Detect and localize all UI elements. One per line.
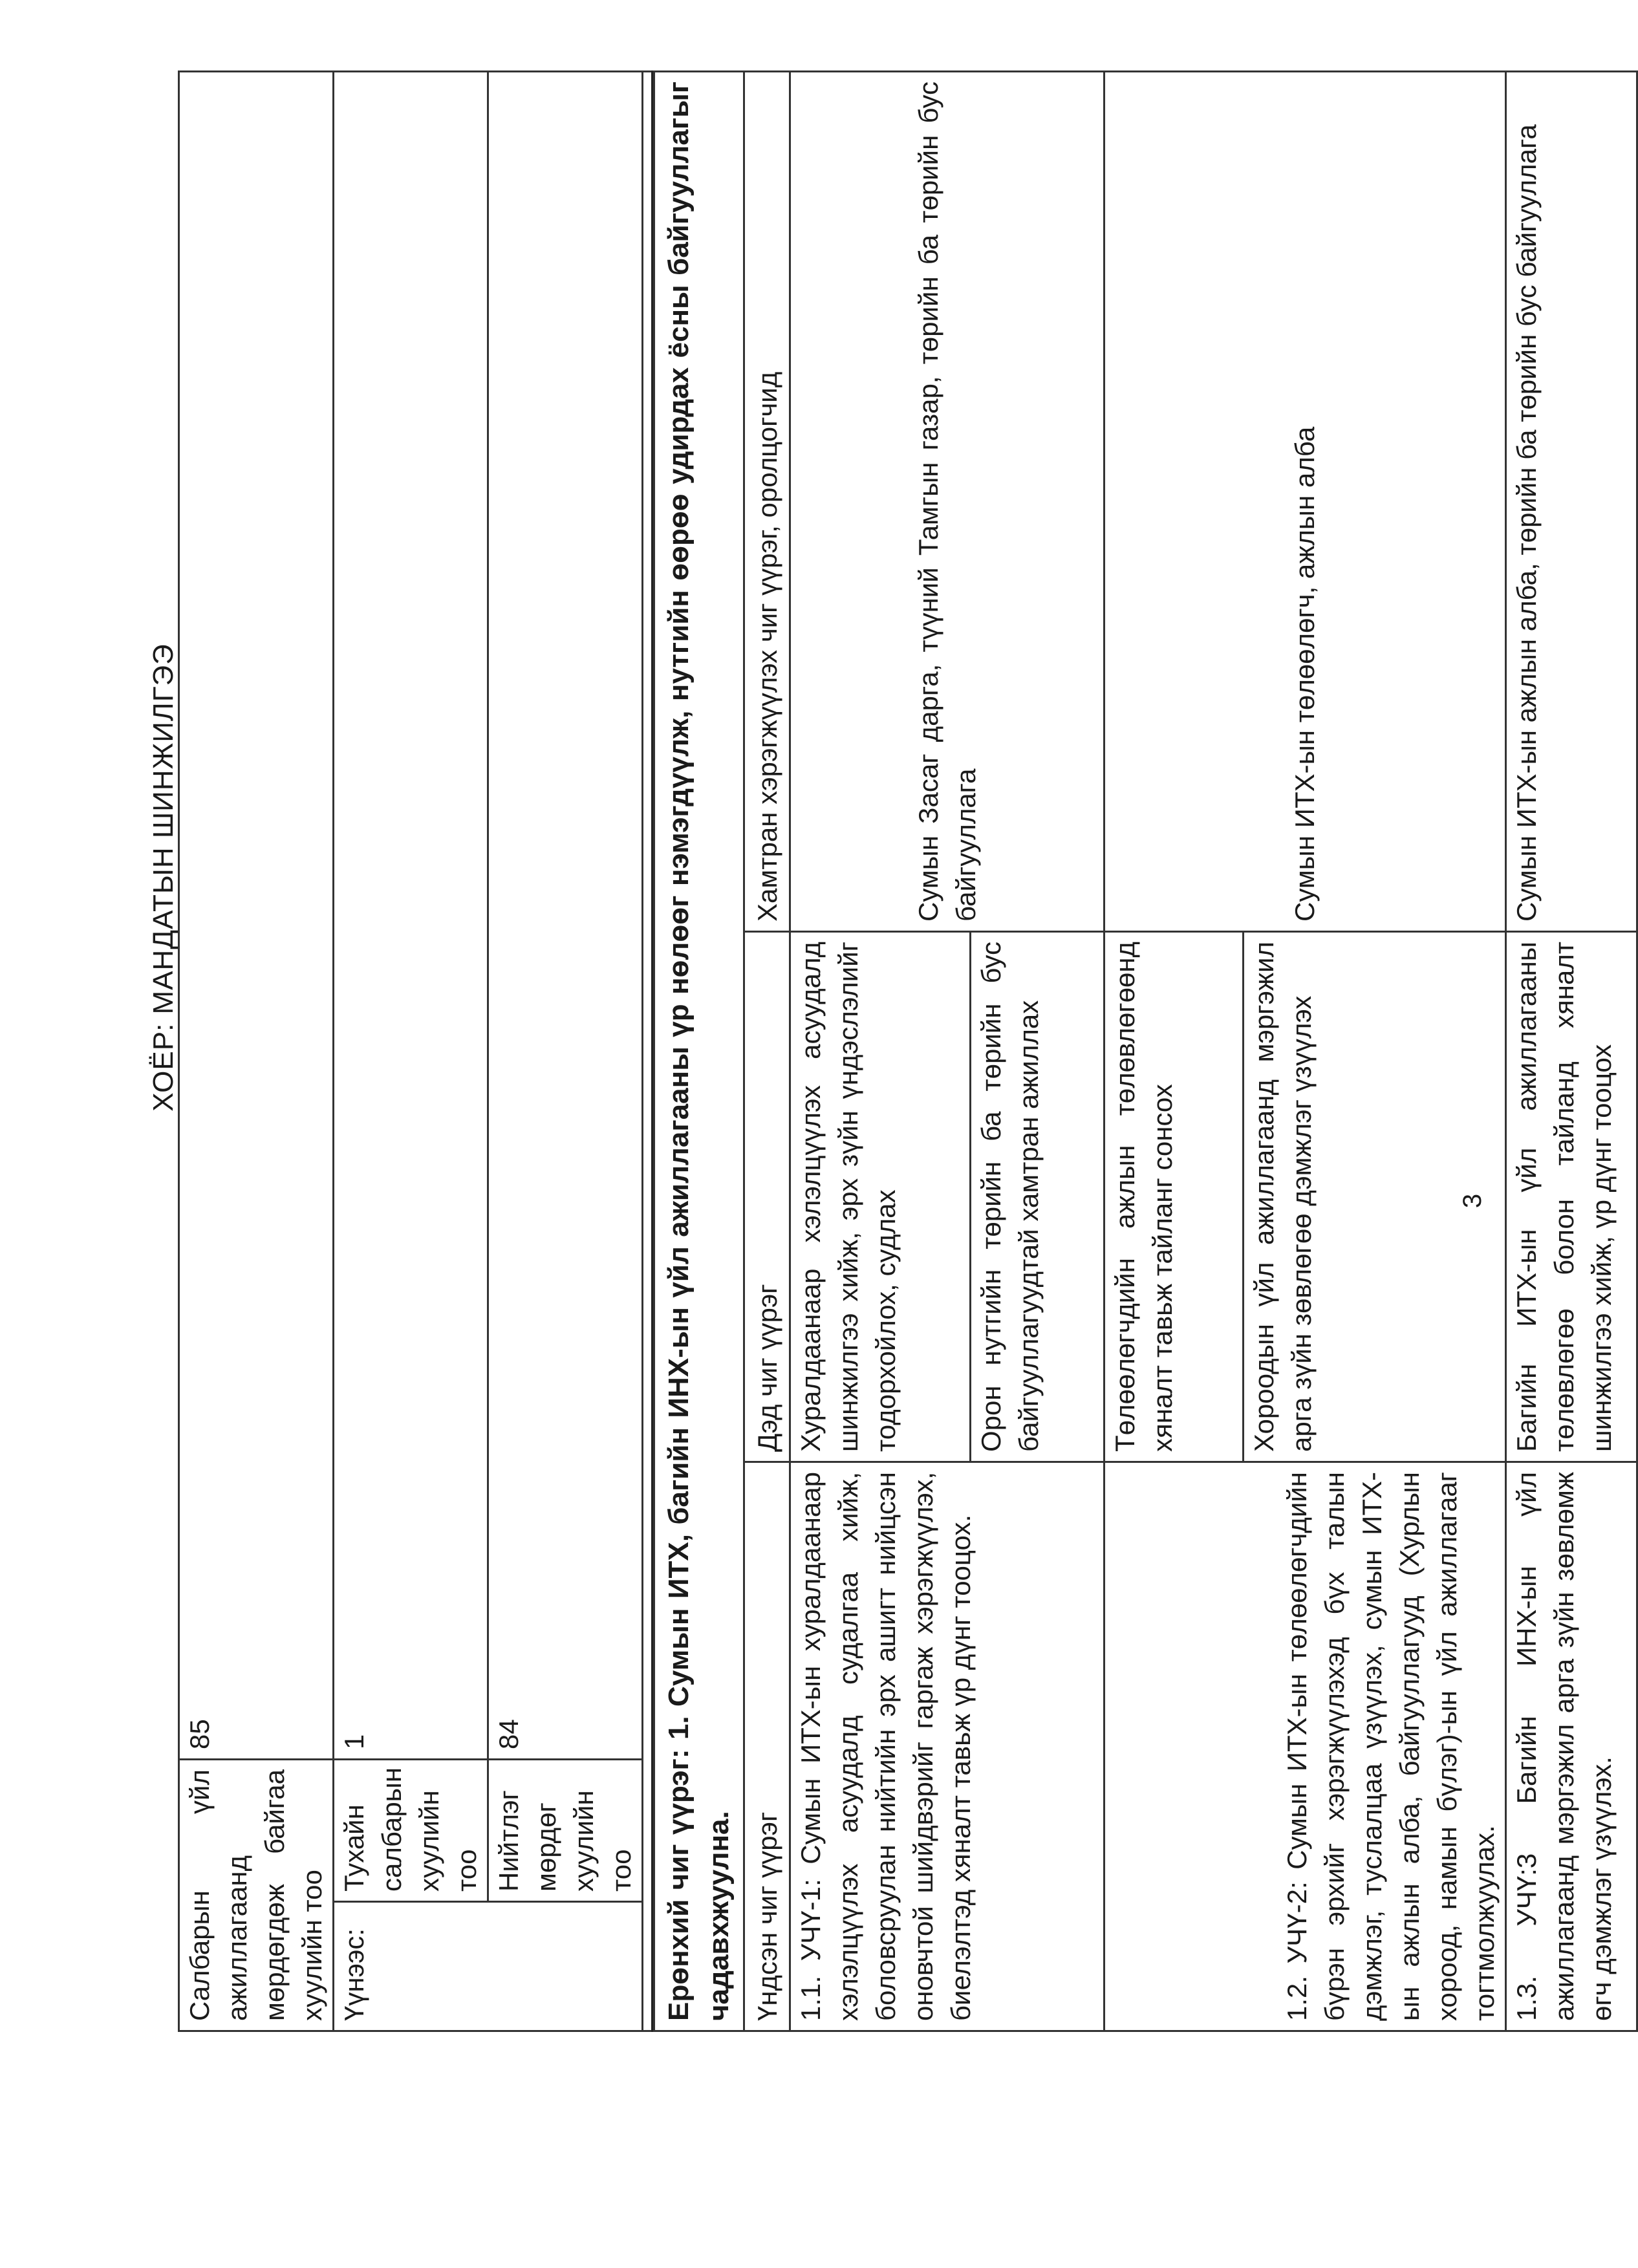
header-sub-function: Дэд чиг үүрэг	[744, 932, 790, 1462]
sub-function-2-2: Хороодын үйл ажиллагаанд мэргэжил арга зүйн зөвлөгөө дэмжлэг үзүүлэх	[1243, 932, 1505, 1462]
general-function: Ерөнхий чиг үүрэг: 1. Сумын ИТХ, багийн ИНХ-ын үйл ажиллагааны үр нөлөөг нэмэгдүүлж, нутгийн өөрөө удирдах ёсны байгууллагыг чадавхжуулна.	[654, 71, 744, 2031]
sub-function-1-2: Орон нутгийн төрийн ба төрийн бус байгууллагуудтай хамтран ажиллах	[971, 932, 1105, 1462]
main-function-2: 1.2. УЧҮ-2: Сумын ИТХ-ын төлөөлөгчдийн бүрэн эрхийг хэрэгжүүлэхэд бүх талын дэмжлэг, туслалцаа үзүүлэх, сумын ИТХ-ын ажлын алба, байгууллагууд (Хурлын хороод, намын бүлэг)-ын үйл ажиллагааг тогтмолжуулах.	[1105, 1462, 1506, 2031]
sub-function-2-1: Төлөөлөгчдийн ажлын төлөвлөгөөнд хяналт тавьж тайланг сонсох	[1105, 932, 1244, 1462]
header-main-function: Үндсэн чиг үүрэг	[744, 1462, 790, 2031]
stats-sector-value: 1	[334, 71, 488, 1759]
stats-row-total	[179, 71, 334, 2031]
page-title: ХОЁР: МАНДАТЫН ШИНЖИЛГЭЭ	[147, 643, 179, 1112]
partners-2: Сумын ИТХ-ын төлөөлөгч, ажлын алба	[1105, 71, 1506, 931]
header-partners: Хамтран хэрэгжүүлэх чиг үүрэг, оролцогчид	[744, 71, 790, 931]
mandate-analysis-table	[178, 72, 1638, 2032]
stats-sector-label: Тухайн салбарын хуулийн тоо	[334, 1759, 488, 1901]
function-row-2	[1105, 71, 1244, 2031]
stats-row-sector	[334, 71, 488, 2031]
stats-row-common	[488, 71, 643, 2031]
function-row-1	[790, 71, 971, 2031]
stats-common-label: Нийтлэг мөрдөг хуулийн тоо	[488, 1759, 643, 1901]
stats-group-label: Үүнээс:	[334, 1902, 643, 2031]
stats-total-label: Салбарын үйл ажиллагаанд мөрдөгдөж байгаа хуулийн тоо	[179, 1759, 334, 2031]
sub-function-1-1: Хуралдаанаар хэлэлцүүлэх асуудалд шинжилгээ хийж, эрх зүйн үндэслэлийг тодорхойлох, судлах	[790, 932, 971, 1462]
main-function-3: 1.3. УЧҮ:3 Багийн ИНХ-ын үйл ажиллагаанд мэргэжил арга зүйн зөвлөмж өгч дэмжлэг үзүүлэх.	[1506, 1462, 1637, 2031]
partners-1: Сумын Засаг дарга, түүний Тамгын газар, төрийн ба төрийн бус байгууллага	[790, 71, 1105, 931]
sub-function-3-1: Багийн ИТХ-ын үйл ажиллагааны төлөвлөгөө болон тайланд хяналт шинжилгээ хийж, үр дүнг тооцох	[1506, 932, 1637, 1462]
partners-3: Сумын ИТХ-ын ажлын алба, төрийн ба төрийн бус байгууллага	[1506, 71, 1637, 931]
stats-spacer-row	[643, 71, 654, 2031]
main-function-1: 1.1. УЧҮ-1: Сумын ИТХ-ын хуралдаанаар хэлэлцүүлэх асуудалд судалгаа хийж, боловсруулан нийтийн эрх ашигт нийцсэн оновчтой шийдвэрийг гаргаж хэрэгжүүлэх, биелэлтэд хяналт тавьж үр дүнг тооцох.	[790, 1462, 1105, 2031]
functions-table	[653, 70, 1638, 2032]
general-function-row	[654, 71, 744, 2031]
header-row	[744, 71, 790, 2031]
stats-common-value: 84	[488, 71, 643, 1759]
section-divider	[643, 71, 654, 2031]
page-number: 3	[1458, 1193, 1487, 1209]
stats-total-value: 85	[179, 71, 334, 1759]
function-row-3	[1506, 71, 1637, 2031]
law-stats-table	[178, 70, 655, 2032]
